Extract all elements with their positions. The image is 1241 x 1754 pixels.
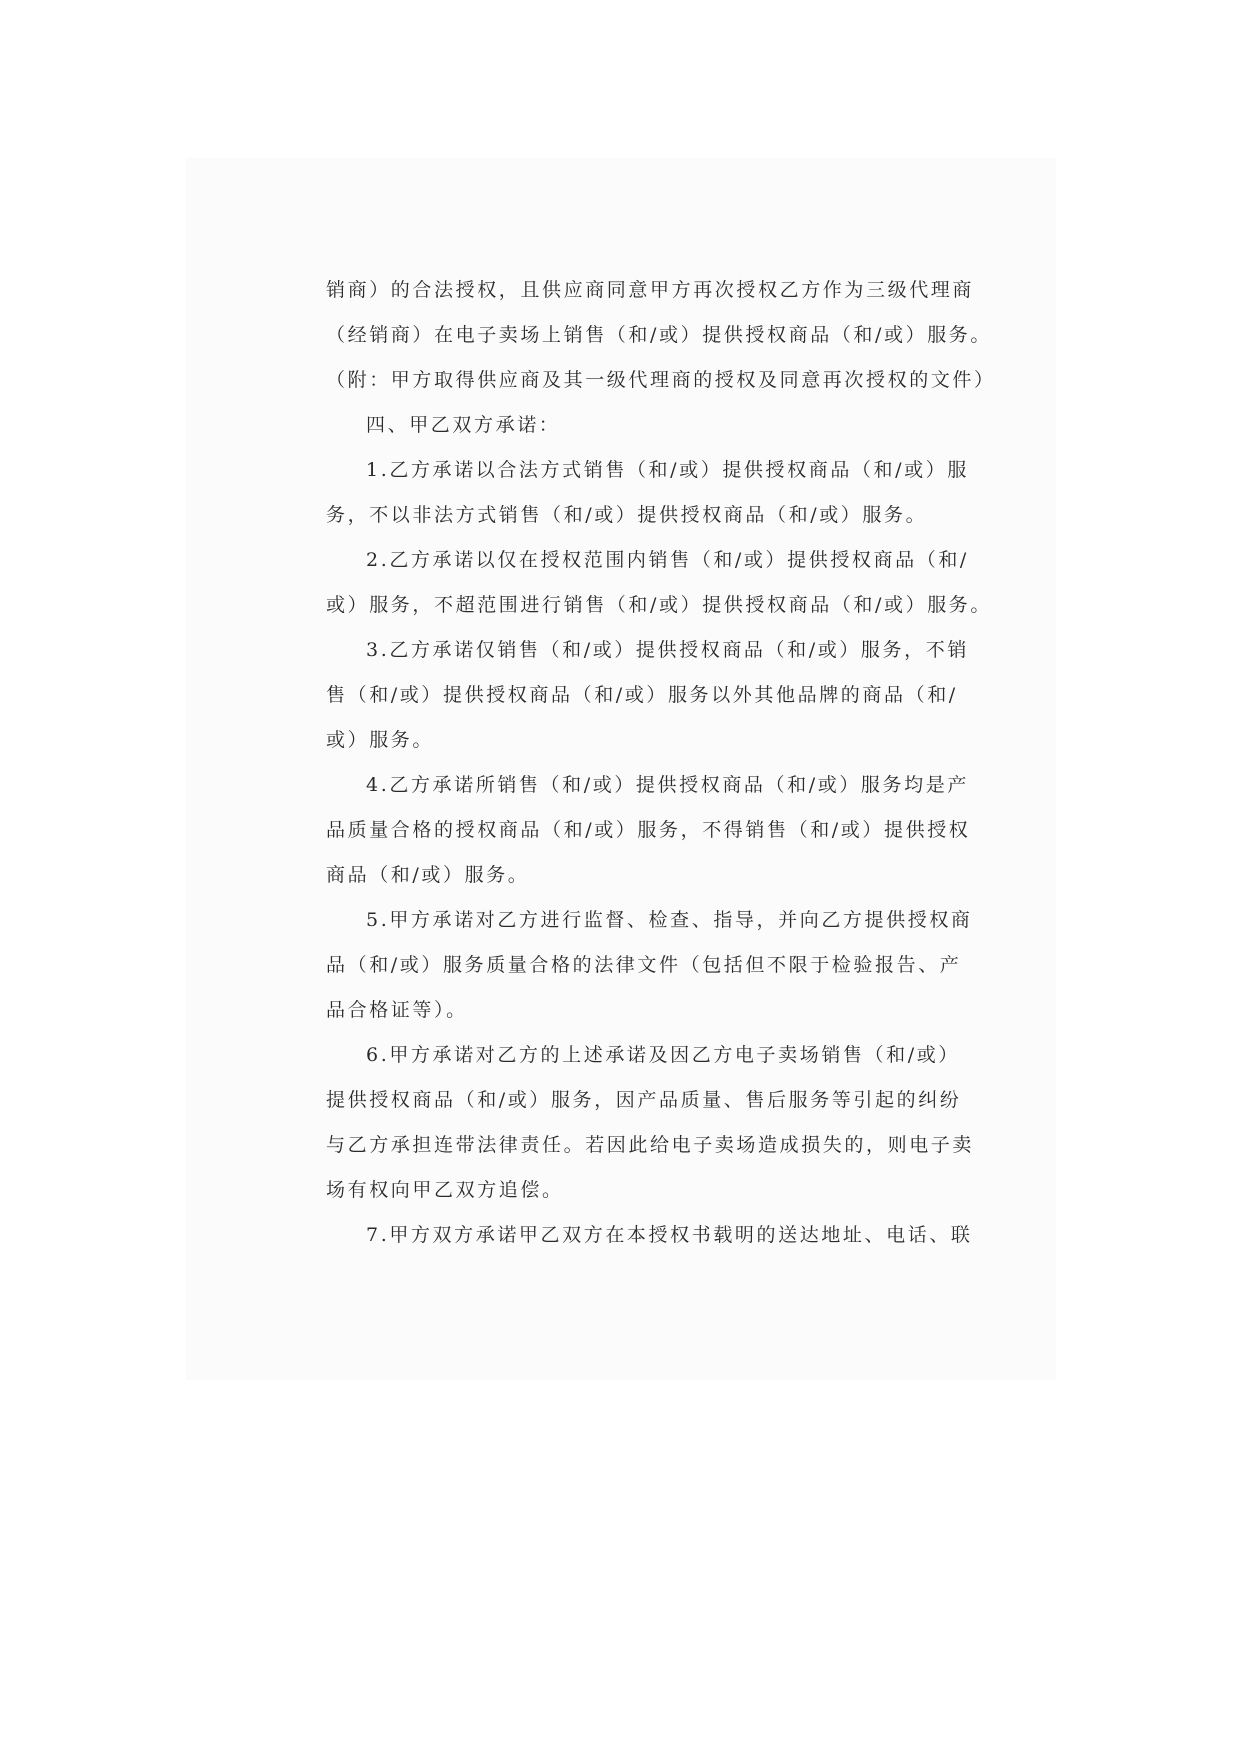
text-line: 4.乙方承诺所销售（和/或）提供授权商品（和/或）服务均是产 <box>366 774 969 796</box>
text-line: 品（和/或）服务质量合格的法律文件（包括但不限于检验报告、产 <box>326 954 962 976</box>
text-line: 1.乙方承诺以合法方式销售（和/或）提供授权商品（和/或）服 <box>366 459 969 481</box>
text-line: 6.甲方承诺对乙方的上述承诺及因乙方电子卖场销售（和/或） <box>366 1044 960 1066</box>
text-line: 务，不以非法方式销售（和/或）提供授权商品（和/或）服务。 <box>326 504 928 526</box>
text-line: 商品（和/或）服务。 <box>326 864 530 886</box>
document-body <box>326 268 996 1258</box>
text-line: 售（和/或）提供授权商品（和/或）服务以外其他品牌的商品（和/ <box>326 684 958 706</box>
text-line: 或）服务，不超范围进行销售（和/或）提供授权商品（和/或）服务。 <box>326 594 993 616</box>
text-line: 提供授权商品（和/或）服务，因产品质量、售后服务等引起的纠纷 <box>326 1089 962 1111</box>
section-heading: 四、甲乙双方承诺： <box>366 414 561 436</box>
text-line: 场有权向甲乙双方追偿。 <box>326 1179 564 1201</box>
text-line: （附：甲方取得供应商及其一级代理商的授权及同意再次授权的文件） <box>326 369 996 391</box>
text-line: 2.乙方承诺以仅在授权范围内销售（和/或）提供授权商品（和/ <box>366 549 969 571</box>
text-line: 品质量合格的授权商品（和/或）服务，不得销售（和/或）提供授权 <box>326 819 971 841</box>
text-line: 与乙方承担连带法律责任。若因此给电子卖场造成损失的，则电子卖 <box>326 1134 975 1156</box>
text-line: 销商）的合法授权，且供应商同意甲方再次授权乙方作为三级代理商 <box>326 279 975 301</box>
text-line: 品合格证等）。 <box>326 999 468 1021</box>
text-line: 3.乙方承诺仅销售（和/或）提供授权商品（和/或）服务，不销 <box>366 639 969 661</box>
text-line: 或）服务。 <box>326 729 435 751</box>
text-line: （经销商）在电子卖场上销售（和/或）提供授权商品（和/或）服务。 <box>326 324 993 346</box>
text-line: 7.甲方双方承诺甲乙双方在本授权书载明的送达地址、电话、联 <box>366 1224 973 1246</box>
text-line: 5.甲方承诺对乙方进行监督、检查、指导，并向乙方提供授权商 <box>366 909 973 931</box>
